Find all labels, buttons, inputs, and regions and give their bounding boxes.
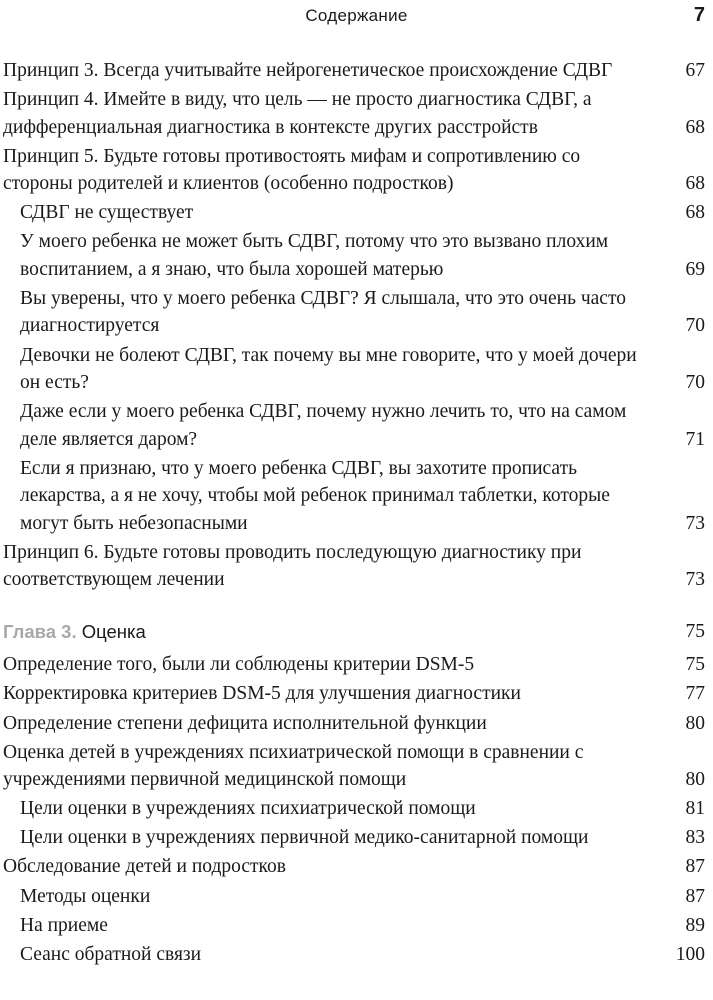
toc-subentry[interactable] <box>0 795 713 823</box>
toc-entry-title: Оценка детей в учреждениях психиатрической помощи в сравнении с учреждениями первичной медицинской помощи <box>3 741 584 791</box>
toc-entry-page: 70 <box>685 372 705 394</box>
toc-entry-title: Обследование детей и подростков <box>3 856 286 878</box>
toc-entry-title: Принцип 3. Всегда учитывайте нейрогенетическое происхождение СДВГ <box>3 60 613 81</box>
toc-entry-title: Цели оценки в учреждениях психиатрической помощи <box>20 798 476 820</box>
toc-subentry[interactable] <box>0 824 713 852</box>
toc-entry-page: 87 <box>685 885 705 907</box>
toc-entry-title: У моего ребенка не может быть СДВГ, потому что это вызвано плохим воспитанием, а я знаю, что была хорошей матерью <box>20 231 609 280</box>
toc-subentry[interactable] <box>0 199 713 227</box>
toc-subentry[interactable] <box>0 342 713 397</box>
toc-entry-page: 77 <box>685 683 705 705</box>
toc-entry-page: 71 <box>685 428 705 450</box>
running-title: Содержание <box>305 6 408 25</box>
toc-entry-page: 75 <box>685 654 705 676</box>
toc-entry-title: Принцип 5. Будьте готовы противостоять мифам и сопротивлению со стороны родителей и клиентов (особенно подростков) <box>3 145 581 195</box>
toc-entry-title: Корректировка критериев DSM-5 для улучшения диагностики <box>3 683 521 705</box>
toc-entry-page: 67 <box>685 60 705 81</box>
toc-entry-title: Цели оценки в учреждениях первичной медико-санитарной помощи <box>20 827 589 849</box>
toc-entry-title: Девочки не болеют СДВГ, так почему вы мне говорите, что у моей дочери он есть? <box>20 344 637 394</box>
table-of-contents <box>0 57 713 970</box>
toc-entry-page: 100 <box>675 943 705 965</box>
toc-entry-page: 73 <box>685 512 705 534</box>
toc-entry[interactable] <box>0 710 713 738</box>
toc-subentry[interactable] <box>0 883 713 911</box>
toc-entry[interactable] <box>0 651 713 679</box>
toc-entry-page: 68 <box>685 202 705 224</box>
toc-entry-page: 68 <box>685 173 705 195</box>
chapter-page: 75 <box>685 620 705 642</box>
toc-entry-page: 89 <box>685 914 705 936</box>
toc-entry[interactable] <box>0 86 713 141</box>
toc-entry-title: Определение степени дефицита исполнительной функции <box>3 712 487 734</box>
toc-entry[interactable] <box>0 739 713 794</box>
toc-subentry[interactable] <box>0 941 713 969</box>
toc-entry-title: Даже если у моего ребенка СДВГ, почему нужно лечить то, что на самом деле является даром? <box>20 401 627 450</box>
toc-entry-page: 70 <box>685 315 705 337</box>
toc-entry-page: 69 <box>685 258 705 280</box>
toc-entry-title: Определение того, были ли соблюдены критерии DSM-5 <box>3 654 475 676</box>
toc-entry-title: СДВГ не существует <box>20 202 194 224</box>
page-header <box>0 0 713 40</box>
toc-subentry[interactable] <box>0 285 713 340</box>
page-number: 7 <box>693 4 705 26</box>
toc-entry[interactable] <box>0 57 713 85</box>
toc-entry-page: 80 <box>685 712 705 734</box>
toc-entry[interactable] <box>0 143 713 198</box>
toc-entry-title: Сеанс обратной связи <box>20 943 202 965</box>
toc-entry-title: Принцип 6. Будьте готовы проводить последующую диагностику при соответствующем лечении <box>3 541 582 591</box>
toc-entry[interactable] <box>0 853 713 881</box>
chapter-label: Глава 3. <box>3 620 77 642</box>
toc-entry-title: Принцип 4. Имейте в виду, что цель — не просто диагностика СДВГ, а дифференциальная диагностика в контексте других расстройств <box>3 89 592 138</box>
toc-entry-page: 81 <box>685 798 705 820</box>
toc-entry[interactable] <box>0 680 713 708</box>
toc-subentry[interactable] <box>0 398 713 453</box>
toc-entry[interactable] <box>0 539 713 594</box>
chapter-title: Оценка <box>81 620 146 642</box>
toc-entry-title: Вы уверены, что у моего ребенка СДВГ? Я слышала, что это очень часто диагностируется <box>20 287 626 337</box>
toc-entry-title: Если я признаю, что у моего ребенка СДВГ, вы захотите прописать лекарства, а я не хочу, чтобы мой ребенок принимал таблетки, которые могут быть небезопасными <box>20 457 610 534</box>
toc-entry-page: 80 <box>685 769 705 791</box>
toc-subentry[interactable] <box>0 228 713 283</box>
toc-entry-page: 83 <box>685 827 705 849</box>
toc-entry-title: На приеме <box>20 914 108 936</box>
toc-subentry[interactable] <box>0 455 713 538</box>
toc-entry-title: Методы оценки <box>20 885 151 907</box>
toc-entry-page: 73 <box>685 569 705 591</box>
chapter-heading[interactable] <box>0 618 713 646</box>
toc-entry-page: 87 <box>685 856 705 878</box>
toc-entry-page: 68 <box>685 116 705 138</box>
toc-subentry[interactable] <box>0 912 713 940</box>
